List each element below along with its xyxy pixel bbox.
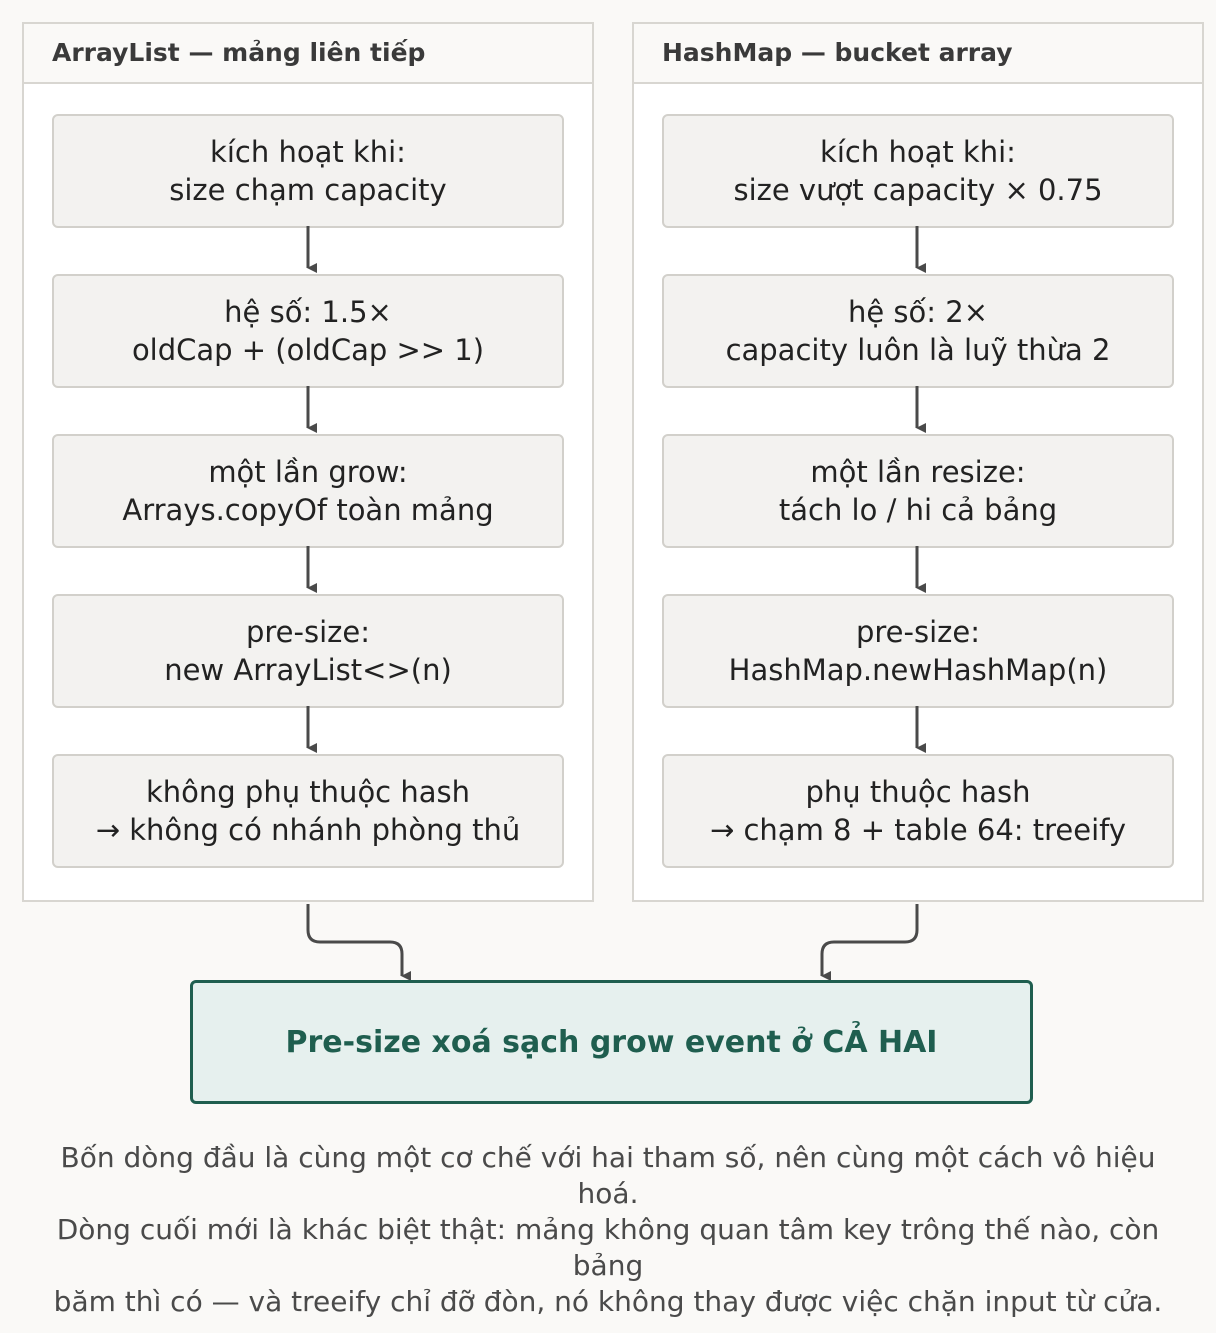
step-line: HashMap.newHashMap(n) bbox=[728, 653, 1108, 687]
arraylist-panel-title: ArrayList — mảng liên tiếp bbox=[24, 24, 592, 84]
caption-line: Bốn dòng đầu là cùng một cơ chế với hai tham số, nên cùng một cách vô hiệu bbox=[60, 1141, 1156, 1174]
caption-line: bảng bbox=[572, 1249, 644, 1282]
step-line: → chạm 8 + table 64: treeify bbox=[709, 813, 1127, 847]
step-line: kích hoạt khi: bbox=[820, 135, 1016, 169]
merge-arrow-left bbox=[308, 904, 402, 976]
step-line: kích hoạt khi: bbox=[210, 135, 406, 169]
step-line: Arrays.copyOf toàn mảng bbox=[122, 493, 494, 527]
caption-line: Dòng cuối mới là khác biệt thật: mảng không quan tâm key trông thế nào, còn bbox=[56, 1213, 1160, 1246]
caption-line: hoá. bbox=[577, 1177, 639, 1210]
step-line: một lần grow: bbox=[208, 455, 408, 489]
step-line: không phụ thuộc hash bbox=[146, 775, 470, 809]
step-line: pre-size: bbox=[245, 615, 370, 649]
step-line: pre-size: bbox=[855, 615, 980, 649]
step-line: new ArrayList<>(n) bbox=[164, 653, 452, 687]
step-line: hệ số: 2× bbox=[847, 295, 989, 329]
step-line: oldCap + (oldCap >> 1) bbox=[131, 333, 485, 367]
step-line: phụ thuộc hash bbox=[805, 775, 1031, 809]
step-line: size vượt capacity × 0.75 bbox=[733, 173, 1103, 207]
step-line: size chạm capacity bbox=[169, 173, 447, 207]
step-line: một lần resize: bbox=[810, 455, 1026, 489]
merge-arrow-right bbox=[822, 904, 917, 976]
conclusion-box: Pre-size xoá sạch grow event ở CẢ HAI bbox=[190, 980, 1033, 1104]
step-line: → không có nhánh phòng thủ bbox=[95, 813, 521, 847]
caption-line: băm thì có — và treeify chỉ đỡ đòn, nó không thay được việc chặn input từ cửa. bbox=[53, 1285, 1163, 1318]
hashmap-panel-title: HashMap — bucket array bbox=[634, 24, 1202, 84]
step-line: capacity luôn là luỹ thừa 2 bbox=[725, 333, 1111, 367]
step-line: hệ số: 1.5× bbox=[224, 295, 392, 329]
caption bbox=[30, 1140, 1186, 1320]
step-line: tách lo / hi cả bảng bbox=[778, 493, 1058, 527]
